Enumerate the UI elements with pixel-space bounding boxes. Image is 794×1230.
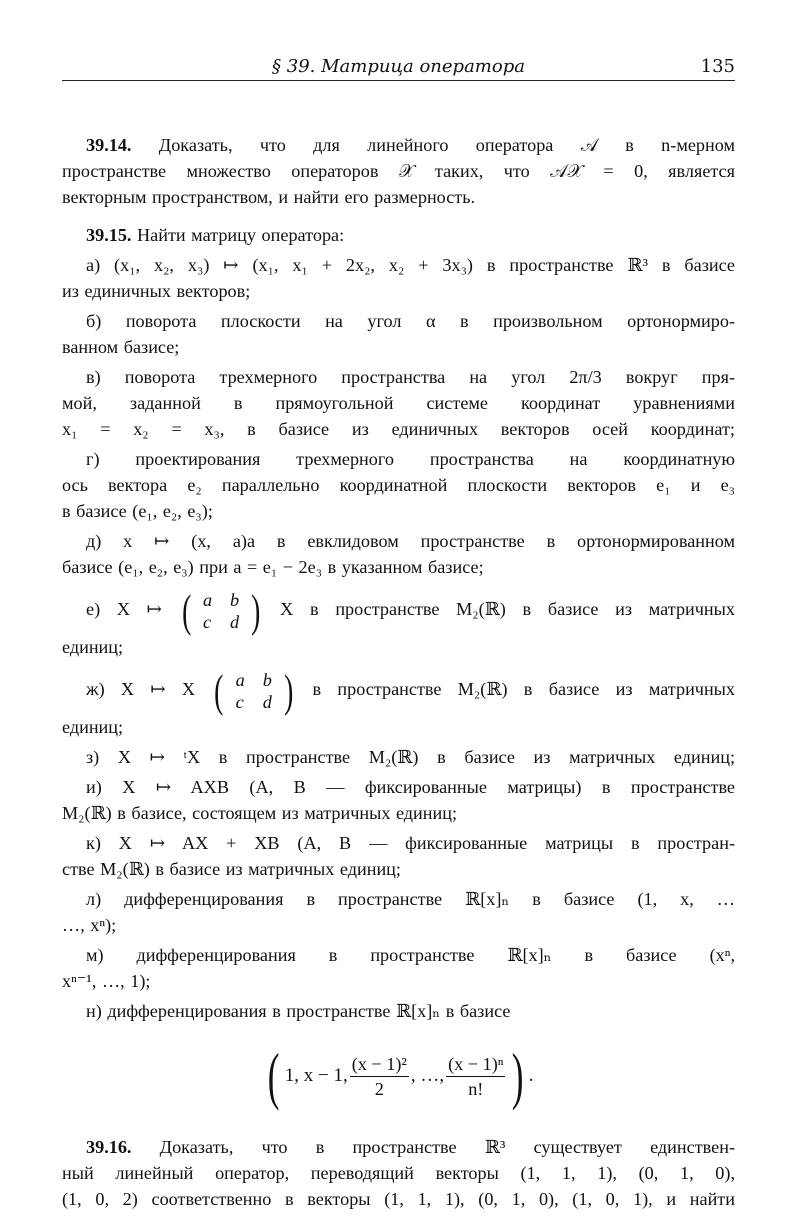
page-body — [62, 120, 735, 1216]
text-line — [62, 554, 735, 580]
matrix-entry: a — [235, 669, 245, 690]
line-text: м) дифференцирования в пространстве ℝ[x]ₙ в базисе (xⁿ, — [86, 945, 735, 965]
text-line — [62, 1160, 735, 1186]
paragraph — [62, 774, 735, 826]
numerator: (x − 1)² — [350, 1052, 409, 1077]
line-text: ж) X ↦ X — [86, 679, 212, 699]
matrix-entry: d — [262, 691, 272, 712]
formula-text: , …, — [410, 1065, 445, 1086]
line-text: л) дифференцирования в пространстве ℝ[x]ₙ в базисе (1, x, … — [86, 889, 735, 909]
paragraph — [62, 584, 735, 660]
paragraph — [62, 744, 735, 770]
problems-block — [62, 1134, 735, 1212]
running-header — [62, 54, 735, 81]
text-line — [62, 222, 735, 248]
paragraph — [62, 222, 735, 248]
text-line — [62, 184, 735, 210]
denominator: n! — [468, 1078, 484, 1099]
text-line — [62, 1134, 735, 1160]
line-text: д) x ↦ (x, a)a в евклидовом пространстве в ортонормированном — [86, 531, 735, 551]
text-line — [62, 634, 735, 660]
formula-end: . — [528, 1065, 534, 1086]
matrix — [211, 664, 296, 716]
matrix-left-paren: ( — [181, 584, 191, 636]
line-text: и) X ↦ AXB (A, B — фиксированные матрицы) в пространстве — [86, 777, 735, 797]
fraction — [446, 1052, 505, 1101]
line-text: в базисе (e₁, e₂, e₃); — [62, 501, 213, 521]
line-text: X в пространстве M₂(ℝ) в базисе из матричных — [263, 599, 735, 619]
text-line — [62, 472, 735, 498]
line-text: стве M₂(ℝ) в базисе из матричных единиц; — [62, 859, 401, 879]
line-text: …, xⁿ); — [62, 915, 117, 935]
line-text: г) проектирования трехмерного пространства на координатную — [86, 449, 735, 469]
matrix-right-paren: ) — [251, 584, 261, 636]
problem-number: 39.16. — [86, 1137, 132, 1157]
text-line — [62, 278, 735, 304]
text-line — [62, 774, 735, 800]
line-text: Доказать, что в пространстве ℝ³ существует единствен- — [131, 1137, 735, 1157]
line-text: M₂(ℝ) в базисе, состоящем из матричных единиц; — [62, 803, 458, 823]
line-text: ванном базисе; — [62, 337, 180, 357]
text-line — [62, 252, 735, 278]
text-line — [62, 714, 735, 740]
fraction — [350, 1052, 409, 1101]
line-text: (1, 0, 2) соответственно в векторы (1, 1, 1), (0, 1, 0), (1, 0, 1), и найти — [62, 1189, 735, 1209]
text-line — [62, 416, 735, 442]
formula-text: 1, x − 1, — [284, 1065, 348, 1086]
line-text: базисе (e₁, e₂, e₃) при a = e₁ − 2e₃ в указанном базисе; — [62, 557, 484, 577]
paragraph — [62, 528, 735, 580]
line-text: Найти матрицу оператора: — [131, 225, 345, 245]
line-text: в) поворота трехмерного пространства на угол 2π/3 вокруг пря- — [86, 367, 735, 387]
matrix-entry: d — [230, 611, 240, 632]
text-line — [62, 158, 735, 184]
line-text: ный линейный оператор, переводящий векторы (1, 1, 1), (0, 1, 0), — [62, 1163, 735, 1183]
text-line — [62, 1186, 735, 1212]
text-line — [62, 800, 735, 826]
paragraph — [62, 252, 735, 304]
page-number: 135 — [700, 56, 735, 77]
line-text: в пространстве M₂(ℝ) в базисе из матричных — [296, 679, 735, 699]
text-line — [62, 998, 735, 1024]
paragraph — [62, 132, 735, 210]
text-line — [62, 132, 735, 158]
paragraph — [62, 886, 735, 938]
line-text: единиц; — [62, 637, 124, 657]
text-line — [62, 856, 735, 882]
line-text: пространстве множество операторов 𝒳 таких, что 𝒜𝒳 = 0, является — [62, 161, 735, 181]
matrix-cells — [227, 669, 281, 713]
section-title: § 39. Матрица оператора — [272, 56, 525, 77]
text-line — [62, 664, 735, 714]
text-line — [62, 334, 735, 360]
paragraph — [62, 1134, 735, 1212]
paragraph — [62, 446, 735, 524]
line-text: x₁ = x₂ = x₃, в базисе из единичных векторов осей координат; — [62, 419, 735, 439]
line-text: з) X ↦ ᵗX в пространстве M₂(ℝ) в базисе из матричных единиц; — [86, 747, 735, 767]
line-text: е) X ↦ — [86, 599, 179, 619]
line-text: к) X ↦ AX + XB (A, B — фиксированные матрицы в простран- — [86, 833, 735, 853]
line-text: н) дифференцирования в пространстве ℝ[x]ₙ в базисе — [86, 1001, 511, 1021]
denominator: 2 — [374, 1078, 384, 1099]
text-line — [62, 446, 735, 472]
paragraph — [62, 998, 735, 1024]
text-line — [62, 968, 735, 994]
text-line — [62, 886, 735, 912]
text-line — [62, 390, 735, 416]
matrix-cells — [194, 589, 248, 633]
problem-number: 39.15. — [86, 225, 132, 245]
matrix-entry: b — [230, 589, 240, 610]
matrix-left-paren: ( — [214, 664, 224, 716]
matrix — [179, 584, 264, 636]
display-formula — [62, 1036, 735, 1116]
line-text: ось вектора e₂ параллельно координатной плоскости векторов e₁ и e₃ — [62, 475, 735, 495]
paragraph — [62, 942, 735, 994]
text-line — [62, 830, 735, 856]
line-text: мой, заданной в прямоугольной системе координат уравнениями — [62, 393, 735, 413]
matrix-entry: a — [202, 589, 213, 610]
paragraph — [62, 830, 735, 882]
text-line — [62, 744, 735, 770]
formula-open-paren: ( — [268, 1040, 280, 1111]
text-line — [62, 584, 735, 634]
paragraph — [62, 364, 735, 442]
line-text: а) (x₁, x₂, x₃) ↦ (x₁, x₁ + 2x₂, x₂ + 3x₃) в пространстве ℝ³ в базисе — [86, 255, 735, 275]
matrix-right-paren: ) — [283, 664, 294, 716]
line-text: единиц; — [62, 717, 124, 737]
matrix-entry: c — [235, 691, 244, 712]
problems-block — [62, 132, 735, 1024]
text-line — [62, 942, 735, 968]
line-text: из единичных векторов; — [62, 281, 251, 301]
paragraph — [62, 308, 735, 360]
line-text: xⁿ⁻¹, …, 1); — [62, 971, 151, 991]
text-line — [62, 308, 735, 334]
line-text: б) поворота плоскости на угол α в произвольном ортонормиро- — [86, 311, 735, 331]
line-text: векторным пространством, и найти его размерность. — [62, 187, 476, 207]
problem-number: 39.14. — [86, 135, 132, 155]
text-line — [62, 498, 735, 524]
numerator: (x − 1)ⁿ — [446, 1052, 505, 1077]
formula-close-paren: ) — [512, 1040, 525, 1111]
text-line — [62, 528, 735, 554]
matrix-entry: b — [262, 669, 272, 690]
paragraph — [62, 664, 735, 740]
line-text: Доказать, что для линейного оператора 𝒜 в n-мерном — [131, 135, 735, 155]
text-line — [62, 364, 735, 390]
matrix-entry: c — [202, 611, 212, 632]
text-line — [62, 912, 735, 938]
